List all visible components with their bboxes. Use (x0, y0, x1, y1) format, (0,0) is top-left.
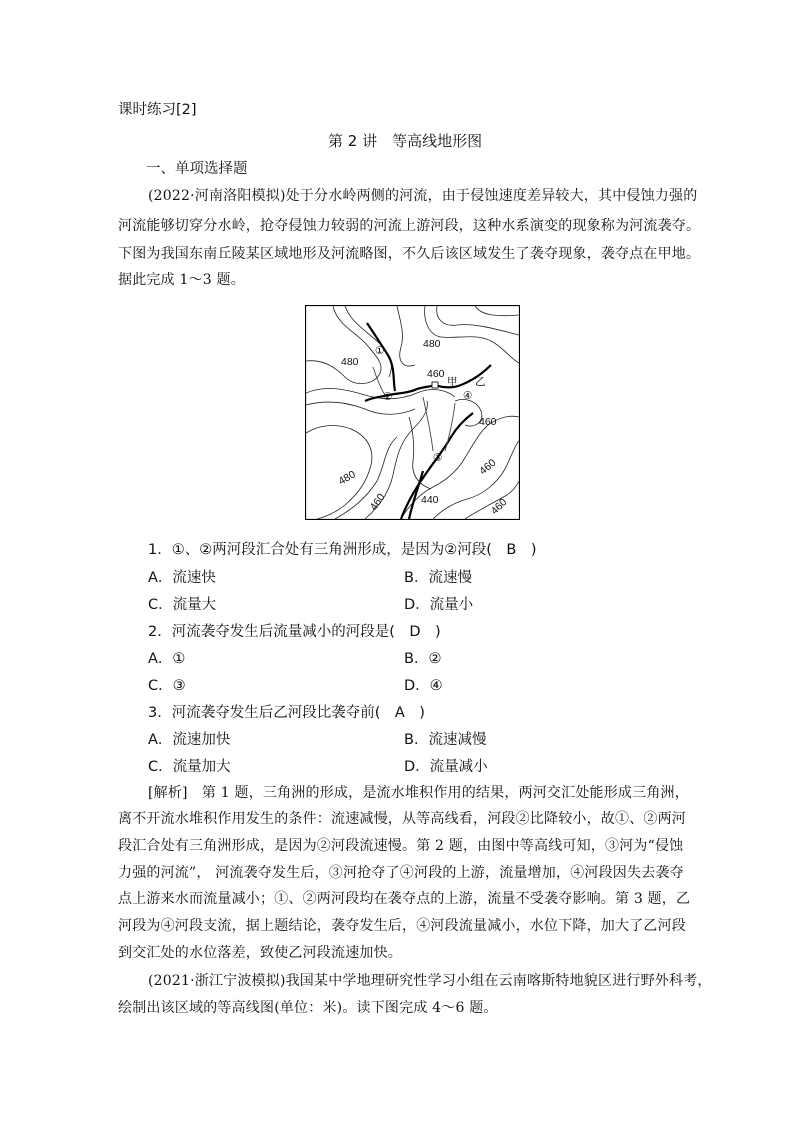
analysis-line: 段汇合处有三角洲形成，是因为②河段流速慢。第 2 题，由图中等高线可知，③河为“侵蚀 (118, 838, 684, 854)
option-b: B．流速慢 (404, 570, 472, 586)
map-frame (306, 306, 520, 520)
option-d: D．流量小 (404, 597, 474, 613)
intro-line: (2021·浙江宁波模拟)我国某中学地理研究性学习小组在云南喀斯特地貌区进行野外科考， (148, 973, 712, 989)
option-a: A．流速快 (148, 570, 216, 586)
contour-label: 440 (421, 494, 439, 506)
question-stem: 1．①、②两河段汇合处有三角洲形成，是因为②河段( B ) (148, 542, 537, 558)
option-b: B．② (404, 651, 442, 667)
section-title: 一、单项选择题 (146, 161, 248, 177)
contour-label: 480 (341, 356, 359, 368)
contour-label: 460 (479, 416, 497, 428)
marker-2: ② (383, 391, 393, 403)
contour-label: 460 (427, 368, 445, 380)
place-label-yi: 乙 (475, 376, 486, 388)
analysis-line: 点上游来水而流量减小；①、②两河段均在袭夺点的上游，流量不受袭夺影响。第 3 题，乙 (118, 891, 691, 907)
intro-line: 下图为我国东南丘陵某区域地形及河流略图，不久后该区域发生了袭夺现象，袭夺点在甲地。 (118, 246, 701, 262)
option-a: A．流速加快 (148, 732, 231, 748)
intro-line: 绘制出该区域的等高线图(单位：米)。读下图完成 4～6 题。 (118, 1000, 498, 1016)
contour-map (305, 305, 520, 520)
option-d: D．④ (404, 678, 443, 694)
marker-1: ① (375, 345, 385, 357)
contour-label: 480 (423, 338, 441, 350)
contour-label: 480 (336, 468, 358, 488)
option-d: D．流量减小 (404, 759, 488, 775)
analysis-line: [解析] 第 1 题，三角洲的形成，是流水堆积作用的结果，两河交汇处能形成三角洲， (148, 785, 689, 801)
option-b: B．流速减慢 (404, 732, 487, 748)
option-c: C．流量大 (148, 597, 217, 613)
contour-label: 460 (488, 496, 510, 518)
question-stem: 2．河流袭夺发生后流量减小的河段是( D ) (148, 624, 441, 640)
intro-line: (2022·河南洛阳模拟)处于分水岭两侧的河流，由于侵蚀速度差异较大，其中侵蚀力强的 (148, 188, 698, 204)
place-label-jia: 甲 (447, 376, 458, 388)
analysis-line: 力强的河流”， 河流袭夺发生后，③河抢夺了④河段的上游，流量增加，④河段因失去袭夺 (118, 865, 684, 881)
practice-label: 课时练习[2] (118, 102, 197, 118)
intro-line: 据此完成 1～3 题。 (118, 272, 245, 288)
question-stem: 3．河流袭夺发生后乙河段比袭夺前( A ) (148, 705, 425, 721)
option-c: C．③ (148, 678, 186, 694)
intro-line: 河流能够切穿分水岭，抢夺侵蚀力较弱的河流上游河段，这种水系演变的现象称为河流袭夺。 (118, 218, 701, 234)
capture-point-marker (432, 382, 438, 388)
marker-4: ④ (463, 390, 473, 402)
option-c: C．流量加大 (148, 759, 231, 775)
contour-label: 460 (477, 456, 499, 478)
analysis-line: 河段为④河段支流，据上题结论，袭夺发生后，④河段流量减小，水位下降，加大了乙河段 (118, 918, 686, 934)
analysis-line: 离不开流水堆积作用发生的条件：流速减慢，从等高线看，河段②比降较小，故①、②两河 (118, 811, 686, 827)
contour-label: 460 (367, 491, 388, 513)
lecture-title: 第 2 讲 等高线地形图 (328, 132, 483, 150)
marker-3: ③ (433, 452, 443, 464)
analysis-line: 到交汇处的水位落差，致使乙河段流速加快。 (118, 945, 402, 961)
option-a: A．① (148, 651, 186, 667)
